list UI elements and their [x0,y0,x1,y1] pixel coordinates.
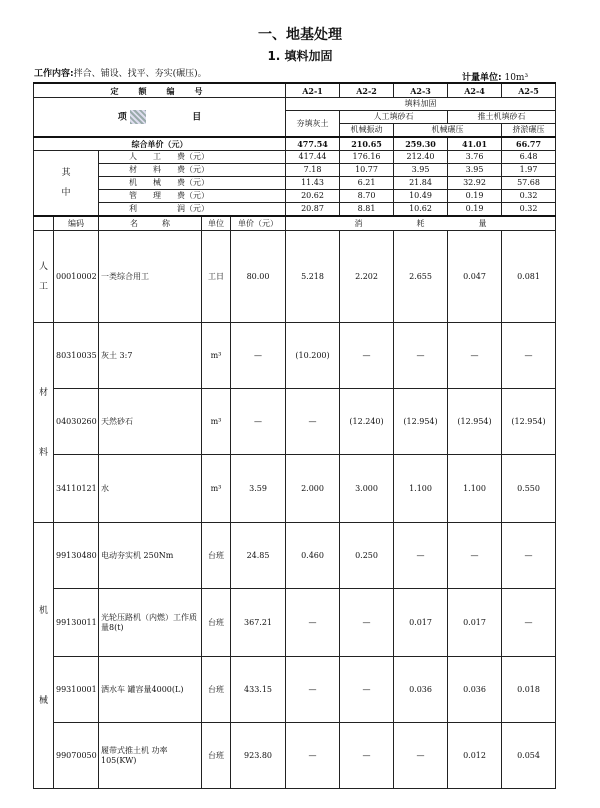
breakdown-value: 57.68 [502,177,556,190]
col-price: 单价（元） [231,216,286,231]
col-code: 编码 [54,216,99,231]
row-value: 0.250 [340,523,394,589]
row-value: 2.202 [340,231,394,323]
breakdown-label-2: 中 [61,188,71,198]
row-price: 923.80 [231,723,286,789]
breakdown-value: 20.62 [286,190,340,203]
item-header-right: 目 [192,112,202,123]
material-cat-1: 材 [38,387,48,398]
breakdown-item: 材 料 费（元） [99,164,286,177]
row-value: 1.100 [394,455,448,523]
labor-category [34,231,54,323]
breakdown-value: 20.87 [286,203,340,217]
breakdown-value: 7.18 [286,164,340,177]
row-value: (12.954) [394,389,448,455]
breakdown-value: 10.62 [394,203,448,217]
table-row [34,657,556,723]
unit-price: 477.54 [286,137,340,151]
unit-price: 41.01 [448,137,502,151]
unit-price-label: 综合单价（元） [34,137,286,151]
col-consume-3: 量 [478,218,487,228]
col-consume [286,216,556,231]
breakdown-value: 1.97 [502,164,556,177]
breakdown-row [34,190,556,203]
machine-cat-1: 机 [38,605,48,616]
breakdown-value: 212.40 [394,151,448,164]
breakdown-row [34,164,556,177]
row-value: 0.036 [448,657,502,723]
group-title: 填料加固 [286,98,556,111]
work-content-text: 拌合、铺设、找平、夯实(碾压)。 [73,69,207,79]
labor-cat-2: 工 [38,281,48,292]
row-price: — [231,389,286,455]
labor-cat-1: 人 [38,261,48,272]
table-row [34,389,556,455]
section-title: 一、地基处理 [258,27,342,43]
unit-price: 210.65 [340,137,394,151]
breakdown-value: 8.81 [340,203,394,217]
row-value: — [340,589,394,657]
row-value: 5.218 [286,231,340,323]
row-value: (12.954) [448,389,502,455]
breakdown-label [34,151,99,217]
col-name: 名 称 [99,216,202,231]
row-value: — [286,723,340,789]
table-row [34,589,556,657]
row-price: 367.21 [231,589,286,657]
row-name: 一类综合用工 [99,231,202,323]
row-value: — [340,323,394,389]
row-price: — [231,323,286,389]
breakdown-value: 0.32 [502,203,556,217]
unit-price: 66.77 [502,137,556,151]
row-value: — [502,523,556,589]
row-value: — [286,657,340,723]
row-code: 99070050 [54,723,99,789]
row-name: 水 [99,455,202,523]
machine-cat-2: 械 [38,695,48,706]
row-value: (12.240) [340,389,394,455]
row-price: 3.59 [231,455,286,523]
breakdown-row [34,151,556,164]
unit-price: 259.30 [394,137,448,151]
row-value: — [286,589,340,657]
row-value: 3.000 [340,455,394,523]
table-row [34,231,556,323]
breakdown-row [34,203,556,217]
breakdown-value: 0.19 [448,190,502,203]
item-header-left: 项 [117,112,127,123]
breakdown-value: 3.76 [448,151,502,164]
code-header: 定 额 编 号 [110,85,209,96]
row-value: 2.000 [286,455,340,523]
sub-b1: 机械碾压 [394,124,502,138]
row-value: — [394,723,448,789]
row-name: 光轮压路机（内燃）工作质量8(t) [99,589,202,657]
row-value: 0.012 [448,723,502,789]
row-value: 1.100 [448,455,502,523]
row-value: 0.460 [286,523,340,589]
row-value: — [502,323,556,389]
row-value: 0.018 [502,657,556,723]
code-row [34,83,556,98]
breakdown-value: 0.19 [448,203,502,217]
row-unit: 台班 [202,589,231,657]
breakdown-item: 机 械 费（元） [99,177,286,190]
redaction-mosaic [130,110,146,124]
row-unit: 台班 [202,657,231,723]
column-header-row [34,216,556,231]
code-cell: A2-1 [286,83,340,98]
row-value: 2.655 [394,231,448,323]
row-value: (12.954) [502,389,556,455]
row-value: — [502,589,556,657]
code-cell: A2-2 [340,83,394,98]
row-code: 99130011 [54,589,99,657]
row-value: 0.550 [502,455,556,523]
breakdown-value: 0.32 [502,190,556,203]
code-cell: A2-4 [448,83,502,98]
row-value: — [448,323,502,389]
row-value: — [340,723,394,789]
sub-group-a: 人工填砂石 [340,111,448,124]
breakdown-value: 10.49 [394,190,448,203]
row-value: 0.036 [394,657,448,723]
row-value: 0.054 [502,723,556,789]
row-value: 0.017 [394,589,448,657]
work-content [34,66,207,79]
row-name: 电动夯实机 250Nm [99,523,202,589]
breakdown-item: 人 工 费（元） [99,151,286,164]
row-value: 0.017 [448,589,502,657]
row-unit: m³ [202,389,231,455]
row-code: 80310035 [54,323,99,389]
col-consume-1: 消 [354,218,363,228]
breakdown-value: 11.43 [286,177,340,190]
row-price: 24.85 [231,523,286,589]
row-code: 99130480 [54,523,99,589]
row-value: — [394,523,448,589]
item-header [34,98,286,138]
row-name: 履带式推土机 功率105(KW) [99,723,202,789]
table-row [34,323,556,389]
breakdown-label-1: 其 [61,168,71,178]
breakdown-value: 6.21 [340,177,394,190]
measure-unit-value: 10m³ [504,73,529,83]
col-consume-2: 耗 [416,218,425,228]
row-unit: 台班 [202,523,231,589]
code-cell: A2-5 [502,83,556,98]
row-value: (10.200) [286,323,340,389]
row-value: 0.047 [448,231,502,323]
row-unit: 工日 [202,231,231,323]
breakdown-value: 417.44 [286,151,340,164]
measure-unit-label: 计量单位: [462,73,502,83]
work-content-label: 工作内容: [34,69,74,79]
machine-category [34,523,54,789]
col1-title: 夯填灰土 [286,111,340,138]
row-price: 433.15 [231,657,286,723]
unit-price-row [34,137,556,151]
sub-a1: 机械振动 [340,124,394,138]
row-name: 灰土 3:7 [99,323,202,389]
row-code: 04030260 [54,389,99,455]
row-value: — [448,523,502,589]
sub-b2: 挤淤碾压 [502,124,556,138]
table-row [34,523,556,589]
table-row [34,455,556,523]
breakdown-value: 6.48 [502,151,556,164]
col-unit: 单位 [202,216,231,231]
sub-group-b: 推土机填砂石 [448,111,556,124]
row-value: — [340,657,394,723]
row-value: 0.081 [502,231,556,323]
quota-table [33,82,556,789]
row-value: — [286,389,340,455]
row-value: — [394,323,448,389]
breakdown-item: 利 润（元） [99,203,286,217]
row-code: 99310001 [54,657,99,723]
row-code: 00010002 [54,231,99,323]
material-category [34,323,54,523]
code-cell: A2-3 [394,83,448,98]
breakdown-item: 管 理 费（元） [99,190,286,203]
row-unit: 台班 [202,723,231,789]
breakdown-value: 8.70 [340,190,394,203]
breakdown-value: 3.95 [394,164,448,177]
row-unit: m³ [202,455,231,523]
breakdown-value: 176.16 [340,151,394,164]
item-row-1 [34,98,556,111]
table-row [34,723,556,789]
row-name: 洒水车 罐容量4000(L) [99,657,202,723]
material-cat-2: 料 [38,447,48,458]
row-unit: m³ [202,323,231,389]
subsection-title: 1. 填料加固 [267,49,333,63]
row-code: 34110121 [54,455,99,523]
breakdown-value: 10.77 [340,164,394,177]
breakdown-value: 3.95 [448,164,502,177]
breakdown-value: 32.92 [448,177,502,190]
breakdown-value: 21.84 [394,177,448,190]
breakdown-row [34,177,556,190]
row-price: 80.00 [231,231,286,323]
row-name: 天然砂石 [99,389,202,455]
